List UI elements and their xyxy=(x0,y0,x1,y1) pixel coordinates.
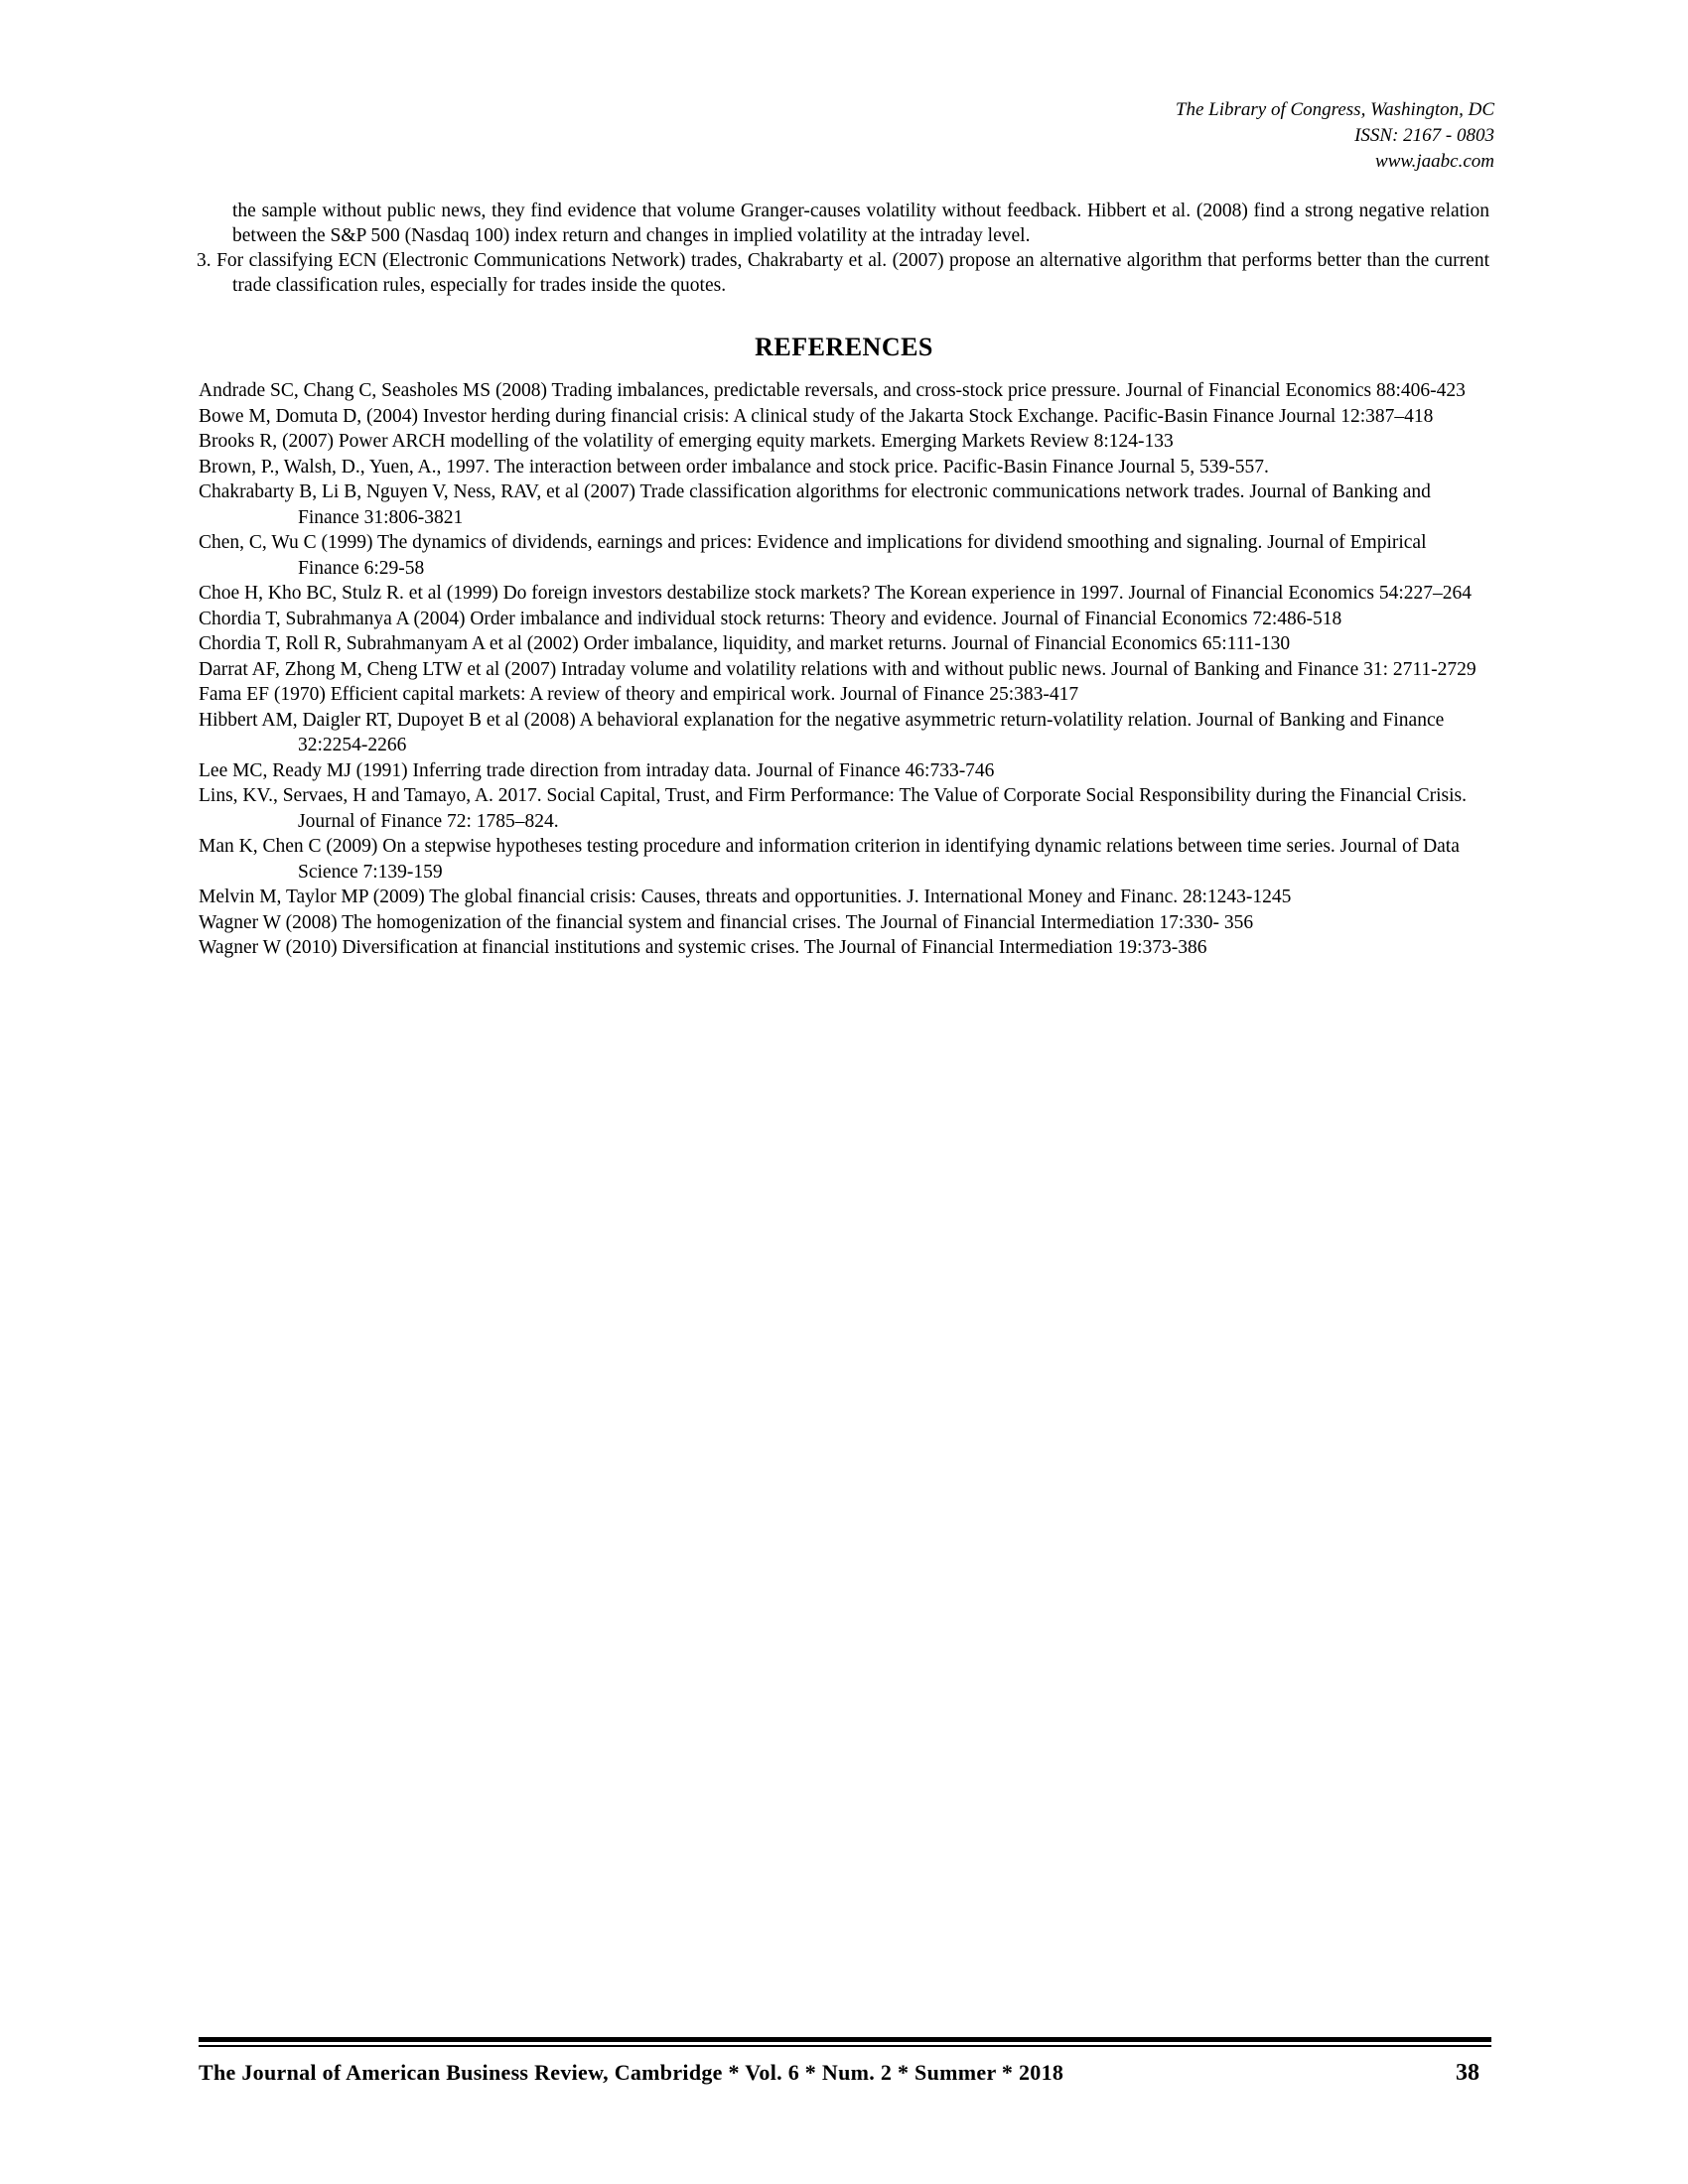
endnotes xyxy=(197,199,1489,298)
footer-rule-thick xyxy=(199,2037,1491,2042)
endnote-continuation: the sample without public news, they find evidence that volume Granger-causes volatility without feedback. Hibbert et al. (2008) find a strong negative relation between the S&P 500 (Nasdaq 100) index return and changes in implied volatility at the intraday level. xyxy=(232,201,1489,246)
reference-item: Bowe M, Domuta D, (2004) Investor herding during financial crisis: A clinical study of the Jakarta Stock Exchange. Pacific-Basin Finance Journal 12:387–418 xyxy=(199,405,1434,427)
reference-item: Chordia T, Roll R, Subrahmanyam A et al (2002) Order imbalance, liquidity, and market returns. Journal of Financial Economics 65:111-130 xyxy=(199,633,1291,654)
header-website-line: www.jaabc.com xyxy=(1375,151,1494,172)
reference-item: Lins, KV., Servaes, H and Tamayo, A. 2017. Social Capital, Trust, and Firm Performance: The Value of Corporate Social Responsibility during the Financial Crisis. Journal of Finance 72: 1785–824. xyxy=(199,785,1468,832)
reference-item: Brown, P., Walsh, D., Yuen, A., 1997. The interaction between order imbalance and stock price. Pacific-Basin Finance Journal 5, 539-557. xyxy=(199,456,1269,478)
endnote-item-3: 3. For classifying ECN (Electronic Communications Network) trades, Chakrabarty et al. (2007) propose an alternative algorithm that performs better than the current trade classification rules, especially for trades inside the quotes. xyxy=(197,250,1489,296)
running-header xyxy=(1176,97,1494,175)
reference-item: Darrat AF, Zhong M, Cheng LTW et al (2007) Intraday volume and volatility relations with and without public news. Journal of Banking and Finance 31: 2711-2729 xyxy=(199,658,1477,680)
reference-item: Chordia T, Subrahmanya A (2004) Order imbalance and individual stock returns: Theory and evidence. Journal of Financial Economics 72:486-518 xyxy=(199,608,1342,629)
reference-item: Chakrabarty B, Li B, Nguyen V, Ness, RAV, et al (2007) Trade classification algorithms for electronic communications network trades. Journal of Banking and Finance 31:806-3821 xyxy=(199,481,1431,528)
reference-item: Melvin M, Taylor MP (2009) The global financial crisis: Causes, threats and opportunities. J. International Money and Financ. 28:1243-1245 xyxy=(199,887,1292,907)
page-number: 38 xyxy=(1456,2060,1479,2086)
reference-item: Hibbert AM, Daigler RT, Dupoyet B et al (2008) A behavioral explanation for the negative asymmetric return-volatility relation. Journal of Banking and Finance 32:2254-2266 xyxy=(199,709,1445,755)
reference-item: Chen, C, Wu C (1999) The dynamics of dividends, earnings and prices: Evidence and implications for dividend smoothing and signaling. Journal of Empirical Finance 6:29-58 xyxy=(199,532,1427,579)
reference-item: Wagner W (2008) The homogenization of the financial system and financial crises. The Journal of Financial Intermediation 17:330- 356 xyxy=(199,911,1254,933)
footer-rule-thin xyxy=(199,2045,1491,2047)
references-heading: REFERENCES xyxy=(755,333,933,361)
header-library-line: The Library of Congress, Washington, DC xyxy=(1175,99,1494,120)
reference-item: Lee MC, Ready MJ (1991) Inferring trade direction from intraday data. Journal of Finance 46:733-746 xyxy=(199,759,995,781)
header-issn-line: ISSN: 2167 - 0803 xyxy=(1354,125,1494,146)
reference-item: Man K, Chen C (2009) On a stepwise hypotheses testing procedure and information criterion in identifying dynamic relations between time series. Journal of Data Science 7:139-159 xyxy=(199,836,1460,883)
reference-item: Choe H, Kho BC, Stulz R. et al (1999) Do foreign investors destabilize stock markets? The Korean experience in 1997. Journal of Financial Economics 54:227–264 xyxy=(199,583,1473,604)
running-footer xyxy=(199,2053,1491,2093)
reference-item: Brooks R, (2007) Power ARCH modelling of the volatility of emerging equity markets. Emerging Markets Review 8:124-133 xyxy=(199,431,1174,452)
references-list xyxy=(199,378,1491,961)
reference-item: Wagner W (2010) Diversification at financial institutions and systemic crises. The Journal of Financial Intermediation 19:373-386 xyxy=(199,937,1207,958)
footer-journal-citation: The Journal of American Business Review, Cambridge * Vol. 6 * Num. 2 * Summer * 2018 xyxy=(199,2060,1064,2085)
reference-item: Andrade SC, Chang C, Seasholes MS (2008) Trading imbalances, predictable reversals, and cross-stock price pressure. Journal of Financial Economics 88:406-423 xyxy=(199,380,1466,401)
reference-item: Fama EF (1970) Efficient capital markets: A review of theory and empirical work. Journal of Finance 25:383-417 xyxy=(199,684,1079,705)
